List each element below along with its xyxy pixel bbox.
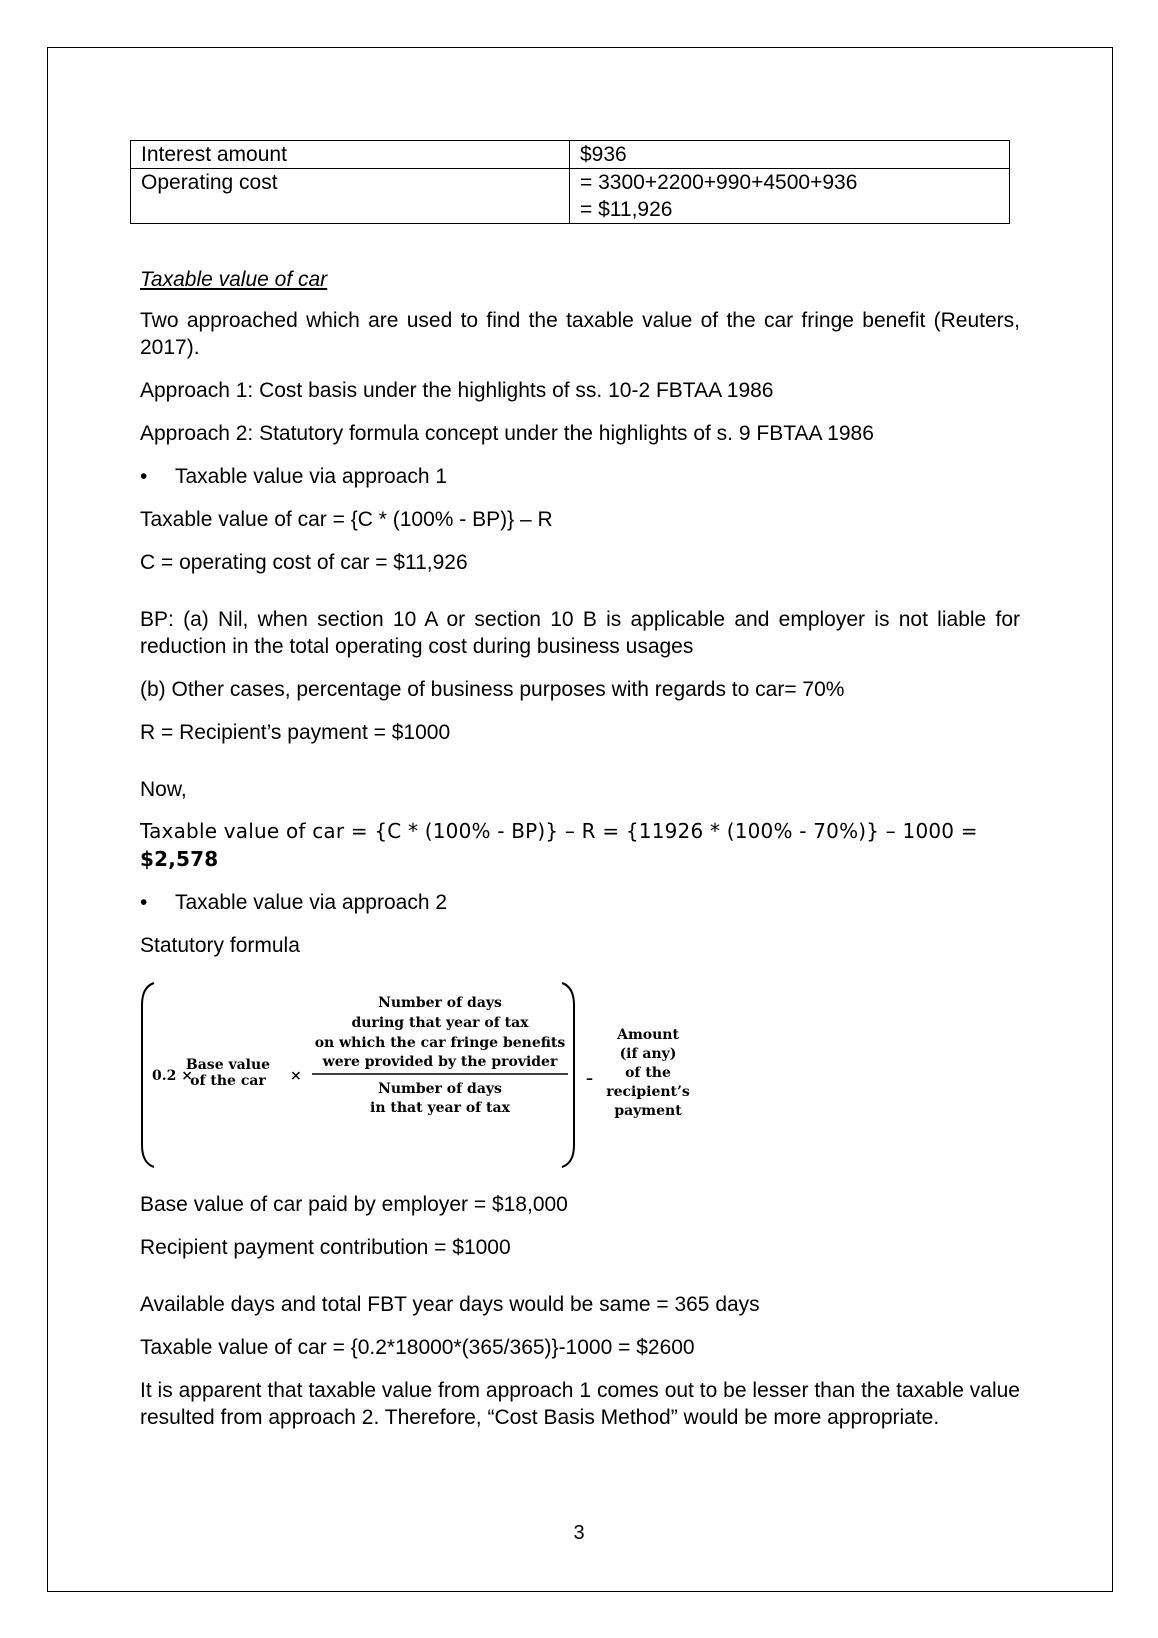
formula-minus: – xyxy=(586,1071,593,1087)
formula-base: Base value xyxy=(185,1057,271,1073)
formula-approach-1: Taxable value of car = {C * (100% - BP)} – R xyxy=(140,508,553,531)
bullet-item xyxy=(140,463,1020,490)
bullet-item xyxy=(140,889,1020,916)
table-row xyxy=(131,169,1010,224)
calculation-approach-1 xyxy=(140,817,1020,873)
days-text: Available days and total FBT year days would be same = 365 days xyxy=(140,1293,760,1316)
approach-2-text: Approach 2: Statutory formula concept under the highlights of s. 9 FBTAA 1986 xyxy=(140,422,874,445)
formula-amount: (if any) xyxy=(619,1046,677,1062)
c-definition: C = operating cost of car = $11,926 xyxy=(140,551,468,574)
document-body xyxy=(140,140,1020,1431)
formula-amount: of the xyxy=(625,1065,671,1081)
formula-coef: 0.2 × xyxy=(152,1068,193,1084)
formula-base: of the car xyxy=(190,1073,266,1089)
formula-amount: payment xyxy=(614,1103,682,1119)
bullet-text: Taxable value via approach 1 xyxy=(175,465,448,488)
formula-numerator: Number of days xyxy=(378,995,502,1011)
formula-numerator: during that year of tax xyxy=(351,1015,529,1031)
formula-numerator: on which the car fringe benefits xyxy=(314,1035,566,1051)
formula-graphic xyxy=(140,977,740,1177)
bullet-icon: • xyxy=(140,465,148,488)
table-cell-label: Operating cost xyxy=(131,169,570,224)
statutory-formula-image xyxy=(140,977,1020,1177)
table-cell-value: $936 xyxy=(570,141,1010,169)
bullet-icon: • xyxy=(140,891,148,914)
base-value-text: Base value of car paid by employer = $18,000 xyxy=(140,1193,568,1216)
formula-approach-2: Taxable value of car = {0.2*18000*(365/365)}-1000 = $2600 xyxy=(140,1336,695,1359)
intro-paragraph: Two approached which are used to find the taxable value of the car fringe benefit (Reuters, 2017). xyxy=(140,309,1020,359)
formula-amount: Amount xyxy=(617,1027,679,1043)
r-definition: R = Recipient’s payment = $1000 xyxy=(140,721,451,744)
bullet-text: Taxable value via approach 2 xyxy=(175,891,448,914)
bp-definition-a: BP: (a) Nil, when section 10 A or section 10 B is applicable and employer is not liable for reduction in the total operating cost during business usages xyxy=(140,608,1020,658)
operating-cost-table xyxy=(130,140,1010,224)
formula-denominator: in that year of tax xyxy=(370,1100,510,1116)
bp-definition-b: (b) Other cases, percentage of business purposes with regards to car= 70% xyxy=(140,678,845,701)
conclusion-paragraph: It is apparent that taxable value from approach 1 comes out to be lesser than the taxable value resulted from approach 2. Therefore, “Cost Basis Method” would be more appropriate. xyxy=(140,1379,1020,1429)
calculation-result: $2,578 xyxy=(140,847,219,871)
formula-amount: recipient’s xyxy=(606,1084,690,1100)
formula-denominator: Number of days xyxy=(378,1081,502,1097)
page-number: 3 xyxy=(573,1522,585,1544)
approach-1-text: Approach 1: Cost basis under the highlights of ss. 10-2 FBTAA 1986 xyxy=(140,379,774,402)
statutory-formula-label: Statutory formula xyxy=(140,934,300,957)
recipient-payment-text: Recipient payment contribution = $1000 xyxy=(140,1236,511,1259)
right-paren xyxy=(562,983,574,1167)
table-row xyxy=(131,141,1010,169)
now-label: Now, xyxy=(140,778,187,801)
calculation-text: Taxable value of car = {C * (100% - BP)} – R = {11926 * (100% - 70%)} – 1000 = xyxy=(140,819,978,843)
formula-times: × xyxy=(290,1068,302,1084)
table-cell-label: Interest amount xyxy=(131,141,570,169)
table-cell-value: = 3300+2200+990+4500+936 = $11,926 xyxy=(570,169,1010,224)
section-heading: Taxable value of car xyxy=(140,268,328,291)
formula-numerator: were provided by the provider xyxy=(322,1054,558,1070)
